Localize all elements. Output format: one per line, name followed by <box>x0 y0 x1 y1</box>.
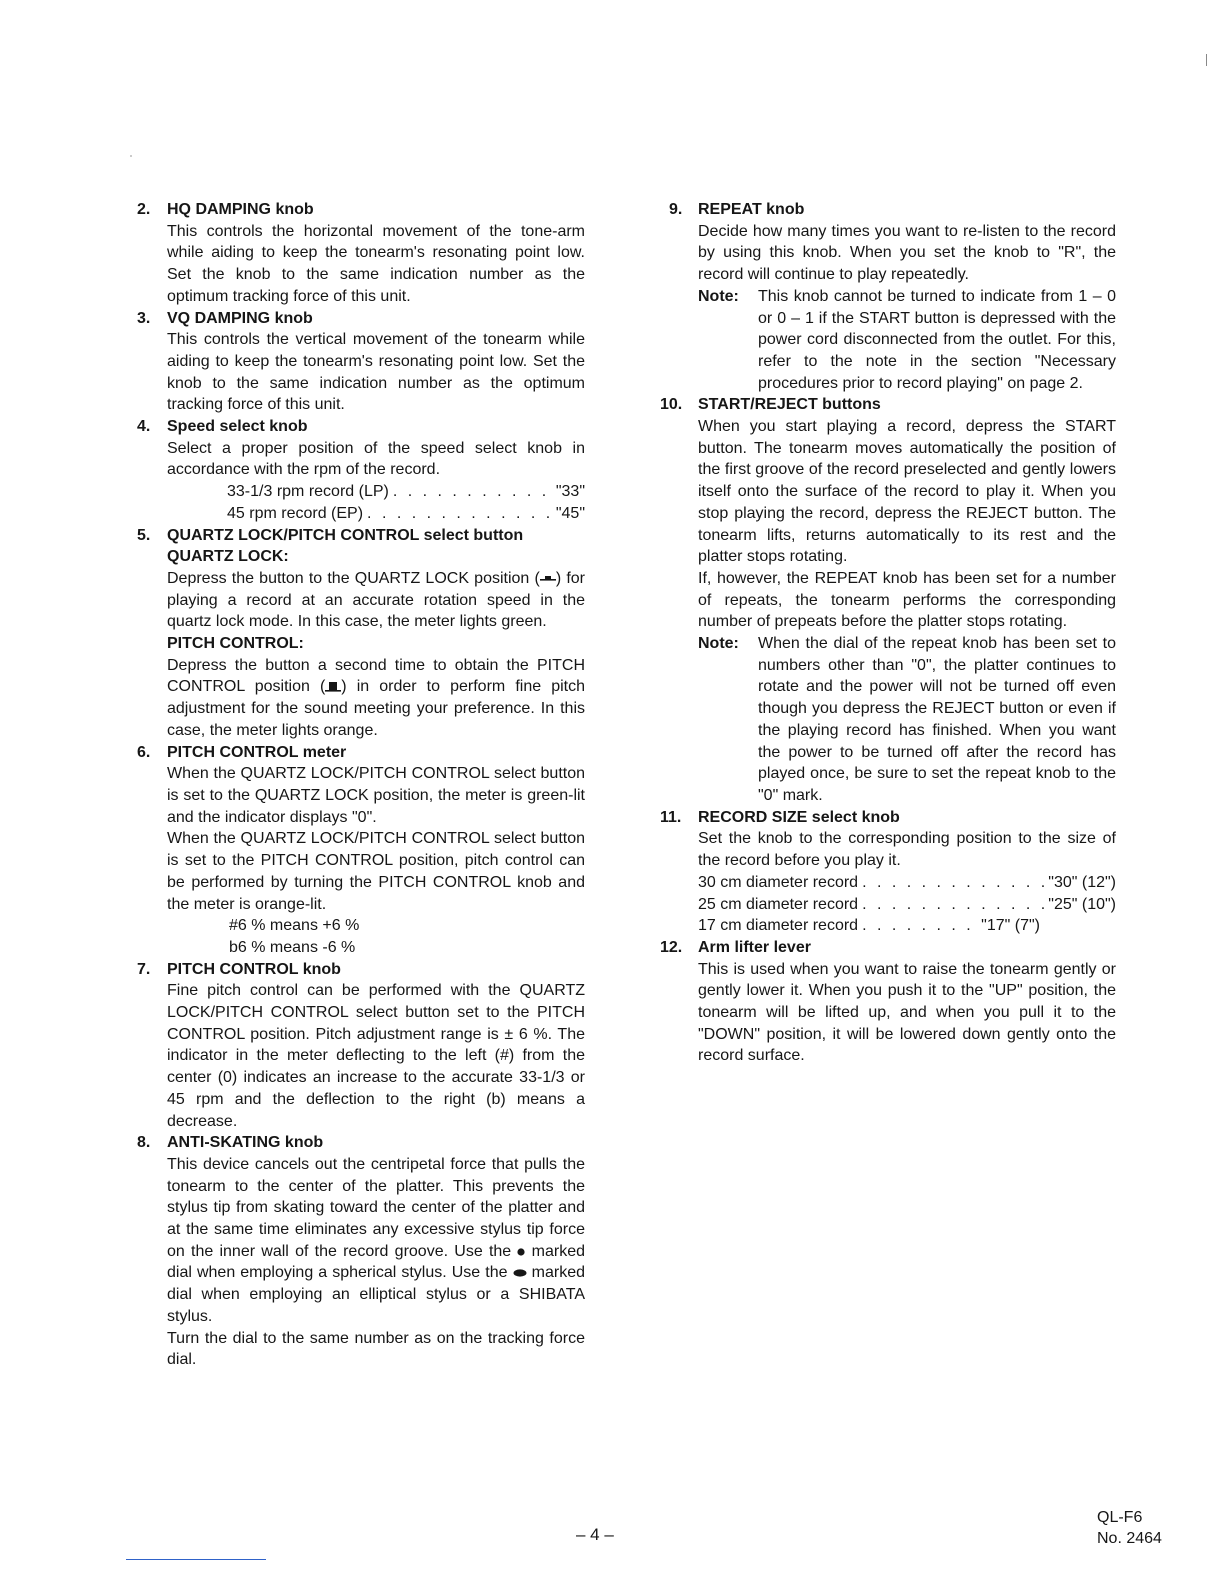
pitch-control-position-icon <box>325 681 341 693</box>
quartz-lock-position-icon <box>540 574 556 584</box>
item-text: When you start playing a record, depress the START button. The tonearm moves automatically the position of the first groove of the record preselected and gently lowers itself onto the surface of the record to play it. When you stop playing the record, depress the REJECT button. The tonearm lifts, returns automatically to its rest and the platter stops rotating. <box>698 418 1116 566</box>
record-size-list <box>698 872 1116 937</box>
item-title: PITCH CONTROL knob <box>167 960 341 978</box>
leader-dots <box>862 915 977 937</box>
item-number: 7. <box>137 960 151 978</box>
item-text: Select a proper position of the speed select knob in accordance with the rpm of the record. <box>167 439 585 479</box>
leader-dots <box>862 872 1044 894</box>
anti-skating-text-part: marked dial when employing a spherical stylus. Use the <box>167 1242 586 1282</box>
corner-mark <box>1206 54 1207 66</box>
record-size-label: 17 cm diameter record <box>698 917 859 935</box>
item-title: REPEAT knob <box>698 201 805 218</box>
document-number: No. 2464 <box>1097 1530 1162 1547</box>
record-size-value: "17" (7") <box>981 917 1040 935</box>
left-column <box>137 199 585 1371</box>
speed-row <box>227 481 585 503</box>
item-title: PITCH CONTROL meter <box>167 743 347 761</box>
item-hq-damping <box>137 199 585 308</box>
speed-value: "33" <box>555 483 585 501</box>
item-quartz-lock-pitch <box>137 525 585 742</box>
record-size-row <box>698 894 1116 916</box>
item-title: Speed select knob <box>167 418 308 436</box>
elliptical-dot-icon <box>513 1269 527 1277</box>
round-dot-icon <box>517 1248 525 1256</box>
item-start-reject <box>660 394 1116 806</box>
item-number: 11. <box>660 808 682 826</box>
record-size-row <box>698 872 1116 894</box>
item-number: 10. <box>660 396 683 414</box>
leader-dots <box>367 503 552 525</box>
pitch-text-part: ) in order to perform fine pitch adjustment for the sound meeting your preference. In this case, the meter lights orange. <box>167 678 585 739</box>
record-size-value: "30" (12") <box>1048 873 1116 891</box>
quartz-text-part: ) for playing a record at an accurate rotation speed in the quartz lock mode. In this case, the meter lights green. <box>167 569 586 631</box>
quartz-lock-text <box>167 568 585 633</box>
item-title: QUARTZ LOCK/PITCH CONTROL select button <box>167 526 524 544</box>
leader-dots <box>862 894 1044 916</box>
quartz-text-part: Depress the button to the QUARTZ LOCK position ( <box>167 569 540 587</box>
item-pitch-control-meter <box>137 742 585 959</box>
item-number: 4. <box>137 418 151 436</box>
item-title: START/REJECT buttons <box>698 396 881 414</box>
item-text: When the QUARTZ LOCK/PITCH CONTROL select button is set to the QUARTZ LOCK position, the meter is green-lit and the indicator displays "0". <box>167 765 585 826</box>
note-label: Note: <box>698 635 739 653</box>
item-title: RECORD SIZE select knob <box>698 808 900 826</box>
model-name: QL-F6 <box>1097 1509 1143 1526</box>
item-title: HQ DAMPING knob <box>167 201 314 218</box>
item-anti-skating <box>137 1132 585 1371</box>
item-title: ANTI-SKATING knob <box>167 1134 324 1152</box>
anti-skating-text-part: This device cancels out the centripetal force that pulls the tonearm to the center of the platter. This prevents the stylus tip from skating toward the center of the platter and at the same time eliminates any excessive stylus tip force on the inner wall of the record groove. Use the <box>167 1155 585 1260</box>
note <box>698 286 1116 395</box>
sharp-line: #6 % means +6 % <box>229 917 360 935</box>
speed-label: 33-1/3 rpm record (LP) <box>227 483 389 501</box>
flat-line: b6 % means -6 % <box>229 938 356 956</box>
item-number: 2. <box>137 201 151 218</box>
record-size-label: 25 cm diameter record <box>698 895 859 913</box>
item-title: Arm lifter lever <box>698 938 811 956</box>
speed-label: 45 rpm record (EP) <box>227 504 364 522</box>
item-number: 3. <box>137 309 151 327</box>
item-text: This is used when you want to raise the tonearm gently or gently lower it. When you push it to the "UP" position, the tonearm will be lifted up, and when you pull it to the "DOWN" position, it will be lowered down gently onto the record surface. <box>698 960 1116 1065</box>
leader-dots <box>393 481 552 503</box>
item-text: Turn the dial to the same number as on the tracking force dial. <box>167 1329 585 1369</box>
item-pitch-control-knob <box>137 959 585 1133</box>
item-text: This controls the vertical movement of the tonearm while aiding to keep the tonearm's resonating point low. Set the knob to the same indication number as the optimum tracking force of this unit. <box>167 331 585 414</box>
item-speed-select <box>137 416 585 525</box>
model-info <box>1097 1507 1162 1549</box>
item-repeat-knob <box>660 199 1116 394</box>
item-text: Fine pitch control can be performed with the QUARTZ LOCK/PITCH CONTROL select button set to the PITCH CONTROL position. Pitch adjustment range is ± 6 %. The indicator in the meter deflecting to the left (#) from the center (0) indicates an increase to the accurate 33-1/3 or 45 rpm and the deflection to the right (b) means a decrease. <box>167 982 585 1130</box>
item-text: When the QUARTZ LOCK/PITCH CONTROL select button is set to the PITCH CONTROL position, pitch control can be performed by turning the PITCH CONTROL knob and the meter is orange-lit. <box>167 830 585 913</box>
speed-list <box>167 481 585 524</box>
page-number: – 4 – <box>576 1525 614 1544</box>
item-number: 9. <box>669 201 683 218</box>
item-number: 8. <box>137 1134 151 1152</box>
item-number: 12. <box>660 938 683 956</box>
item-vq-damping <box>137 308 585 417</box>
record-size-row <box>698 915 1040 937</box>
item-text: If, however, the REPEAT knob has been set for a number of repeats, the tonearm performs the corresponding number of prepeats before the platter stops rotating. <box>698 569 1116 631</box>
speed-value: "45" <box>555 504 585 522</box>
note-text: This knob cannot be turned to indicate from 1 – 0 or 0 – 1 if the START button is depressed with the power cord disconnected from the outlet. For this, refer to the note in the section "Necessary procedures prior to record playing" on page 2. <box>758 287 1116 392</box>
item-record-size <box>660 807 1116 937</box>
bottom-rule <box>126 1559 266 1560</box>
note-label: Note: <box>698 287 739 305</box>
speed-row <box>227 503 585 525</box>
item-number: 6. <box>137 743 151 761</box>
record-size-label: 30 cm diameter record <box>698 873 859 891</box>
pitch-control-text <box>167 655 585 742</box>
right-column <box>660 199 1116 1067</box>
pitch-control-heading: PITCH CONTROL: <box>167 635 304 653</box>
item-title: VQ DAMPING knob <box>167 309 313 327</box>
quartz-lock-heading: QUARTZ LOCK: <box>167 548 289 566</box>
item-arm-lifter <box>660 937 1116 1067</box>
note <box>698 633 1116 807</box>
scan-speck <box>130 155 132 157</box>
note-text: When the dial of the repeat knob has been set to numbers other than "0", the platter continues to rotate and the power will not be turned off even though you depress the REJECT button or even if the playing record has finished. When you want the power to be turned off after the record has played once, be sure to set the repeat knob to the "0" mark. <box>758 635 1116 804</box>
item-text: Set the knob to the corresponding position to the size of the record before you play it. <box>698 830 1116 870</box>
record-size-value: "25" (10") <box>1048 895 1116 913</box>
anti-skating-text-part: marked dial when employing an elliptical stylus or a SHIBATA stylus. <box>167 1264 586 1325</box>
pitch-text-part: Depress the button a second time to obtain the PITCH CONTROL position ( <box>167 656 585 696</box>
item-text: This controls the horizontal movement of the tone-arm while aiding to keep the tonearm's resonating point low. Set the knob to the same indication number as the optimum tracking force of this unit. <box>167 222 585 305</box>
item-number: 5. <box>137 526 151 544</box>
item-text <box>167 1154 585 1328</box>
item-text: Decide how many times you want to re-listen to the record by using this knob. When you set the knob to "R", the record will continue to play repeatedly. <box>698 222 1116 284</box>
